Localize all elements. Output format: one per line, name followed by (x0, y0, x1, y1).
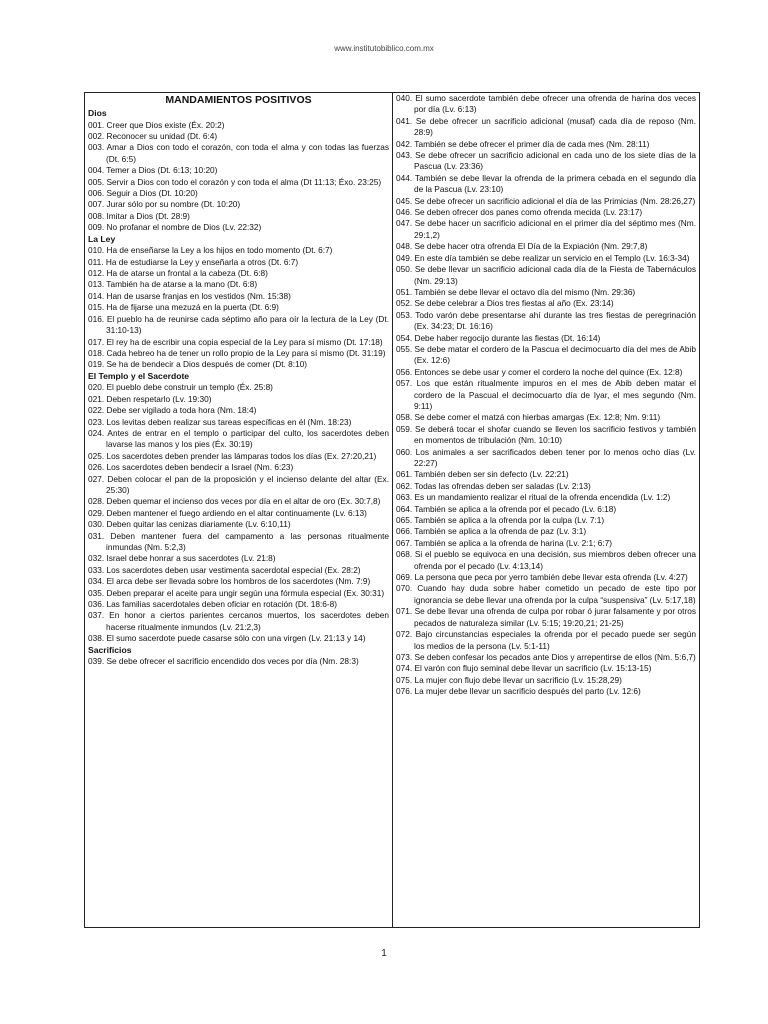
commandment-entry: 039. Se debe ofrecer el sacrificio encendido dos veces por día (Nm. 28:3) (88, 656, 359, 667)
commandments-table (84, 92, 700, 928)
commandment-entry: 073. Se deben confesar los pecados ante Dios y arrepentirse de ellos (Nm. 5:6,7) (396, 651, 696, 662)
commandment-entry: 007. Jurar sólo por su nombre (Dt. 10:20) (88, 199, 241, 210)
commandment-entry: 016. El pueblo ha de reunirse cada séptimo año para oír la lectura de la Ley (Dt. 31:10-13) (88, 313, 389, 336)
commandment-entry: 037. En honor a ciertos parientes cercanos muertos, los sacerdotes deben hacerse ritualmente inmundos (Lv. 21:2,3) (88, 610, 389, 632)
commandment-entry: 071. Se debe llevar una ofrenda de culpa por robar ó jurar falsamente y por otros pecados de naturaleza similar (Lv. 5:15; 19:20,21; 21-25) (396, 606, 696, 628)
commandment-entry: 027. Deben colocar el pan de la proposición y el incienso delante del altar (Ex. 25:30) (88, 473, 389, 495)
commandment-entry: 072. Bajo circunstancias especiales la ofrenda por el pecado puede ser según los medios de la persona (Lv. 5:1-11) (396, 629, 696, 651)
commandment-entry: 029. Deben mantener el fuego ardiendo en el altar continuamente (Lv. 6:13) (88, 507, 367, 518)
commandment-entry: 036. Las familias sacerdotales deben oficiar en rotación (Dt. 18:6-8) (88, 599, 338, 610)
commandment-entry: 076. La mujer debe llevar un sacrificio después del parto (Lv. 12:6) (396, 686, 641, 697)
commandment-entry: 002. Reconocer su unidad (Dt. 6:4) (88, 131, 218, 141)
commandment-entry: 053. Todo varón debe presentarse ahí durante las tres fiestas de peregrinación (Ex. 34:23; Dt. 16:16) (396, 309, 696, 332)
commandment-entry: 046. Se deben ofrecer dos panes como ofrenda mecida (Lv. 23:17) (396, 207, 643, 218)
table-title: MANDAMIENTOS POSITIVOS (165, 94, 312, 106)
commandment-entry: 041. Se debe ofrecer un sacrificio adicional (musaf) cada día de reposo (Nm. 28:9) (396, 115, 696, 138)
section-heading: Dios (88, 108, 107, 118)
commandment-entry: 025. Los sacerdotes deben prender las lámparas todos los días (Ex. 27:20,21) (88, 450, 377, 461)
section-heading: La Ley (88, 233, 116, 244)
commandment-entry: 017. El rey ha de escribir una copia especial de la Ley para sí mismo (Dt. 17:18) (88, 336, 383, 347)
commandment-entry: 062. Todas las ofrendas deben ser saladas (Lv. 2:13) (396, 480, 591, 491)
commandment-entry: 035. Deben preparar el aceite para ungir según una fórmula especial (Ex. 30:31) (88, 587, 385, 598)
commandment-entry: 061. También deben ser sin defecto (Lv. 22:21) (396, 469, 569, 480)
commandment-entry: 031. Deben mantener fuera del campamento a las personas ritualmente inmundas (Nm. 5:2,3) (88, 530, 389, 552)
page-number: 1 (381, 948, 387, 959)
commandment-entry: 014. Han de usarse franjas en los vestidos (Nm. 15:38) (88, 290, 291, 301)
commandment-entry: 054. Debe haber regocijo durante las fiestas (Dt. 16:14) (396, 332, 601, 343)
commandment-entry: 033. Los sacerdotes deben usar vestimenta sacerdotal especial (Ex. 28:2) (88, 564, 361, 575)
commandment-entry: 075. La mujer con flujo debe llevar un sacrificio (Lv. 15:28,29) (396, 674, 622, 685)
commandment-entry: 066. También se aplica a la ofrenda de paz (Lv. 3:1) (396, 526, 587, 537)
commandment-entry: 004. Temer a Dios (Dt. 6:13; 10:20) (88, 165, 218, 176)
commandment-entry: 009. No profanar el nombre de Dios (Lv. 22:32) (88, 222, 262, 233)
commandment-entry: 050. Se debe llevar un sacrificio adicional cada día de la Fiesta de Tabernáculos (Nm. 29:13) (396, 264, 696, 286)
commandment-entry: 006. Seguir a Dios (Dt. 10:20) (88, 188, 198, 199)
commandment-entry: 034. El arca debe ser llevada sobre los hombros de los sacerdotes (Nm. 7:9) (88, 576, 371, 587)
commandment-entry: 003. Amar a Dios con todo el corazón, con toda el alma y con todas las fuerzas (Dt. 6:5) (88, 142, 389, 164)
commandment-entry: 018. Cada hebreo ha de tener un rollo propio de la Ley para sí mismo (Dt. 31:19) (88, 347, 386, 358)
commandment-entry: 055. Se debe matar el cordero de la Pascua el decimocuarto día del mes de Abib (Ex. 12:6) (396, 343, 696, 366)
commandment-entry: 056. Entonces se debe usar y comer el cordero la noche del quince (Ex. 12:8) (396, 366, 683, 377)
commandment-entry: 058. Se debe comer el matzá con hierbas amargas (Ex. 12:8; Nm. 9:11) (396, 412, 661, 423)
commandment-entry: 068. Si el pueblo se equivoca en una decisión, sus miembros deben ofrecer una ofrenda por el pecado (Lv. 4:13,14) (396, 549, 696, 571)
commandment-entry: 022. Debe ser vigilado a toda hora (Nm. 18:4) (88, 405, 257, 416)
section-heading: Sacrificios (88, 644, 132, 655)
commandment-entry: 064. También se aplica a la ofrenda por el pecado (Lv. 6:18) (396, 503, 617, 514)
commandment-entry: 063. Es un mandamiento realizar el ritual de la ofrenda encendida (Lv. 1:2) (396, 492, 671, 503)
commandment-entry: 044. También se debe llevar la ofrenda de la primera cebada en el segundo día de la Pascua (Lv. 23:10) (396, 172, 696, 195)
commandment-entry: 013. También ha de atarse a la mano (Dt. 6:8) (88, 279, 258, 290)
commandment-entry: 043. Se debe ofrecer un sacrificio adicional en cada uno de los siete días de la Pascua (Lv. 23:36) (396, 150, 696, 172)
commandment-entry: 067. También se aplica a la ofrenda de harina (Lv. 2:1; 6:7) (396, 537, 613, 548)
commandment-entry: 028. Deben quemar el incienso dos veces por día en el altar de oro (Ex. 30:7,8) (88, 496, 381, 507)
commandment-entry: 059. Se deberá tocar el shofar cuando se lleven los sacrificio festivos y también en momentos de tribulación (Nm. 10:10) (396, 423, 696, 446)
commandment-entry: 038. El sumo sacerdote puede casarse sólo con una virgen (Lv. 21:13 y 14) (88, 633, 366, 644)
right-column (393, 93, 699, 927)
commandment-entry: 005. Servir a Dios con todo el corazón y con toda el alma (Dt 11:13; Éxo. 23:25) (88, 176, 382, 187)
commandment-entry: 057. Los que están ritualmente impuros en el mes de Abib deben matar el cordero de la Pascual el decimocuarto día de Iyar, el mes segundo (Nm. 9:11) (396, 378, 696, 411)
commandment-entry: 074. El varón con flujo seminal debe llevar un sacrificio (Lv. 15:13-15) (396, 663, 652, 674)
commandment-entry: 060. Los animales a ser sacrificados deben tener por lo menos ocho días (Lv. 22:27) (396, 446, 696, 468)
commandment-entry: 052. Se debe celebrar a Dios tres fiestas al año (Ex. 23:14) (396, 298, 614, 309)
commandment-entry: 048. Se debe hacer otra ofrenda El Día de la Expiación (Nm. 29:7,8) (396, 241, 648, 252)
commandment-entry: 070. Cuando hay duda sobre haber cometido un pecado de este tipo por ignorancia se debe llevar una ofrenda por la culpa “suspensiva” (Lv. 5:17,18) (396, 583, 696, 605)
commandment-entry: 012. Ha de atarse un frontal a la cabeza (Dt. 6:8) (88, 268, 268, 279)
commandment-entry: 065. También se aplica a la ofrenda por la culpa (Lv. 7:1) (396, 515, 605, 526)
commandment-entry: 015. Ha de fijarse una mezuzá en la puerta (Dt. 6:9) (88, 302, 279, 313)
section-heading: El Templo y el Sacerdote (88, 370, 190, 381)
commandment-entry: 019. Se ha de bendecir a Dios después de comer (Dt. 8:10) (88, 359, 308, 370)
commandment-entry: 047. Se debe hacer un sacrificio adicional en el primer día del séptimo mes (Nm. 29:1,2) (396, 218, 696, 240)
commandment-entry: 026. Los sacerdotes deben bendecir a Israel (Nm. 6:23) (88, 462, 294, 473)
commandment-entry: 049. En este día también se debe realizar un servicio en el Templo (Lv. 16:3-34) (396, 252, 690, 263)
commandment-entry: 030. Deben quitar las cenizas diariamente (Lv. 6:10,11) (88, 519, 291, 530)
commandment-entry: 045. Se debe ofrecer un sacrificio adicional el día de las Primicias (Nm. 28:26,27) (396, 195, 696, 206)
commandment-entry: 069. La persona que peca por yerro también debe llevar esta ofrenda (Lv. 4:27) (396, 572, 688, 583)
commandment-entry: 021. Deben respetarlo (Lv. 19:30) (88, 393, 212, 404)
commandment-entry: 051. También se debe llevar el octavo día del mismo (Nm. 29:36) (396, 286, 636, 297)
site-url: www.institutobiblico.com.mx (334, 44, 434, 53)
commandment-entry: 042. También se debe ofrecer el primer día de cada mes (Nm. 28:11) (396, 138, 650, 149)
commandment-entry: 040. El sumo sacerdote también debe ofrecer una ofrenda de harina dos veces por día (Lv. 6:13) (396, 93, 696, 115)
commandment-entry: 010. Ha de enseñarse la Ley a los hijos en todo momento (Dt. 6:7) (88, 245, 333, 256)
commandment-entry: 001. Creer que Dios existe (Éx. 20:2) (88, 119, 225, 130)
commandment-entry: 032. Israel debe honrar a sus sacerdotes (Lv. 21:8) (88, 553, 276, 564)
commandment-entry: 023. Los levitas deben realizar sus tareas específicas en él (Nm. 18:23) (88, 416, 352, 427)
commandment-entry: 008. Imitar a Dios (Dt. 28:9) (88, 210, 190, 221)
commandment-entry: 020. El pueblo debe construir un templo (Éx. 25:8) (88, 382, 273, 393)
commandment-entry: 024. Antes de entrar en el templo o participar del culto, los sacerdotes deben lavarse las manos y los pies (Éx. 30:19) (88, 427, 389, 450)
left-column (85, 93, 393, 927)
commandment-entry: 011. Ha de estudiarse la Ley y enseñarla a otros (Dt. 6:7) (88, 256, 299, 267)
